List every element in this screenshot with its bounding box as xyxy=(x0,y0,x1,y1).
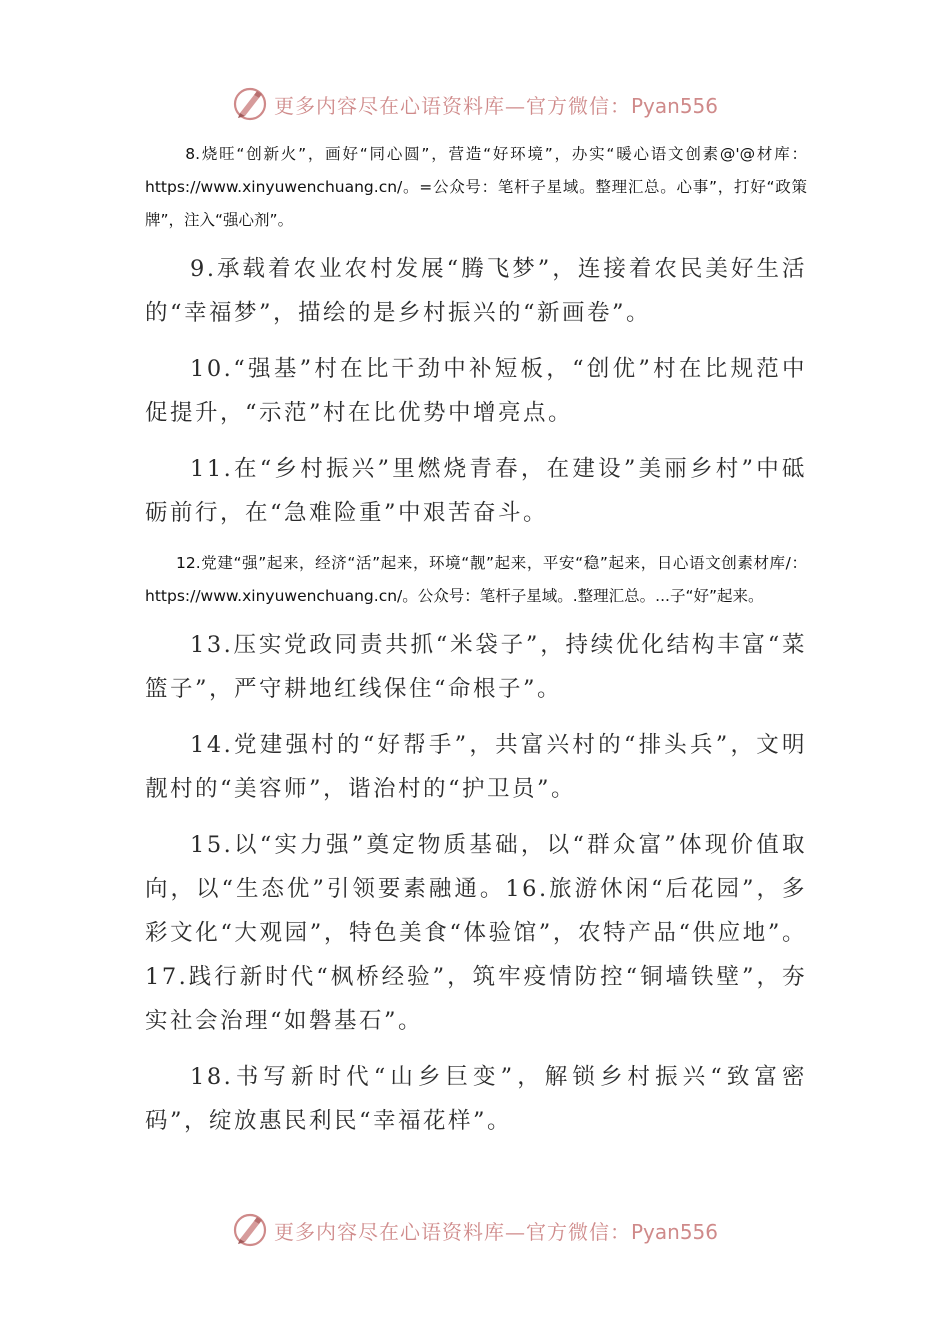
banner-text: 更多内容尽在心语资料库—官方微信：Pyan556 xyxy=(273,93,718,118)
banner-brand: Pyan556 xyxy=(630,1219,718,1244)
paragraph-10: 10.“强基”村在比干劲中补短板，“创优”村在比规范中促提升，“示范”村在比优势中增亮点。 xyxy=(145,356,807,426)
banner-text: 更多内容尽在心语资料库—官方微信：Pyan556 xyxy=(273,1219,718,1244)
paragraph-15: 15.以“实力强”奠定物质基础，以“群众富”体现价值取向，以“生态优”引领要素融通。16.旅游休闲“后花园”，多彩文化“大观园”，特色美食“体验馆”，农特产品“供应地”。 17.践行新时代“枫桥经验”，筑牢疫情防控“铜墙铁壁”，夯实社会治理“如磐基石”。 xyxy=(145,832,807,1034)
paragraph-14: 14.党建强村的“好帮手”，共富兴村的“排头兵”，文明靓村的“美容师”，谐治村的“护卫员”。 xyxy=(145,732,807,802)
header-banner xyxy=(0,82,950,126)
paragraph-12: 12.党建“强”起来，经济“活”起来，环境“靓”起来，平安“稳”起来，日心语文创素材库/：https://www.xinyuwenchuang.cn/。公众号：笔杆子星域。.整理汇总。...子“好”起来。 xyxy=(145,554,807,605)
paragraph-18: 18.书写新时代“山乡巨变”，解锁乡村振兴“致富密码”，绽放惠民利民“幸福花样”。 xyxy=(145,1064,807,1134)
paragraph-8: 8.烧旺“创新火”，画好“同心圆”，营造“好环境”，办实“暖心语文创素@'@材库：https://www.xinyuwenchuang.cn/。=公众号：笔杆子星域。整理汇总。心事”，打好“政策牌”，注入“强心剂”。 xyxy=(145,145,807,229)
footer-banner xyxy=(0,1208,950,1252)
paragraph-9: 9.承载着农业农村发展“腾飞梦”，连接着农民美好生活的“幸福梦”，描绘的是乡村振兴的“新画卷”。 xyxy=(145,256,807,326)
banner-brand: Pyan556 xyxy=(630,93,718,118)
pen-logo-icon xyxy=(232,86,268,122)
paragraph-13: 13.压实党政同责共抓“米袋子”，持续优化结构丰富“菜篮子”，严守耕地红线保住“命根子”。 xyxy=(145,632,807,702)
paragraph-11: 11.在“乡村振兴”里燃烧青春，在建设”美丽乡村”中砥砺前行，在“急难险重”中艰苦奋斗。 xyxy=(145,456,807,526)
document-body xyxy=(145,138,807,1155)
pen-logo-icon xyxy=(232,1212,268,1248)
